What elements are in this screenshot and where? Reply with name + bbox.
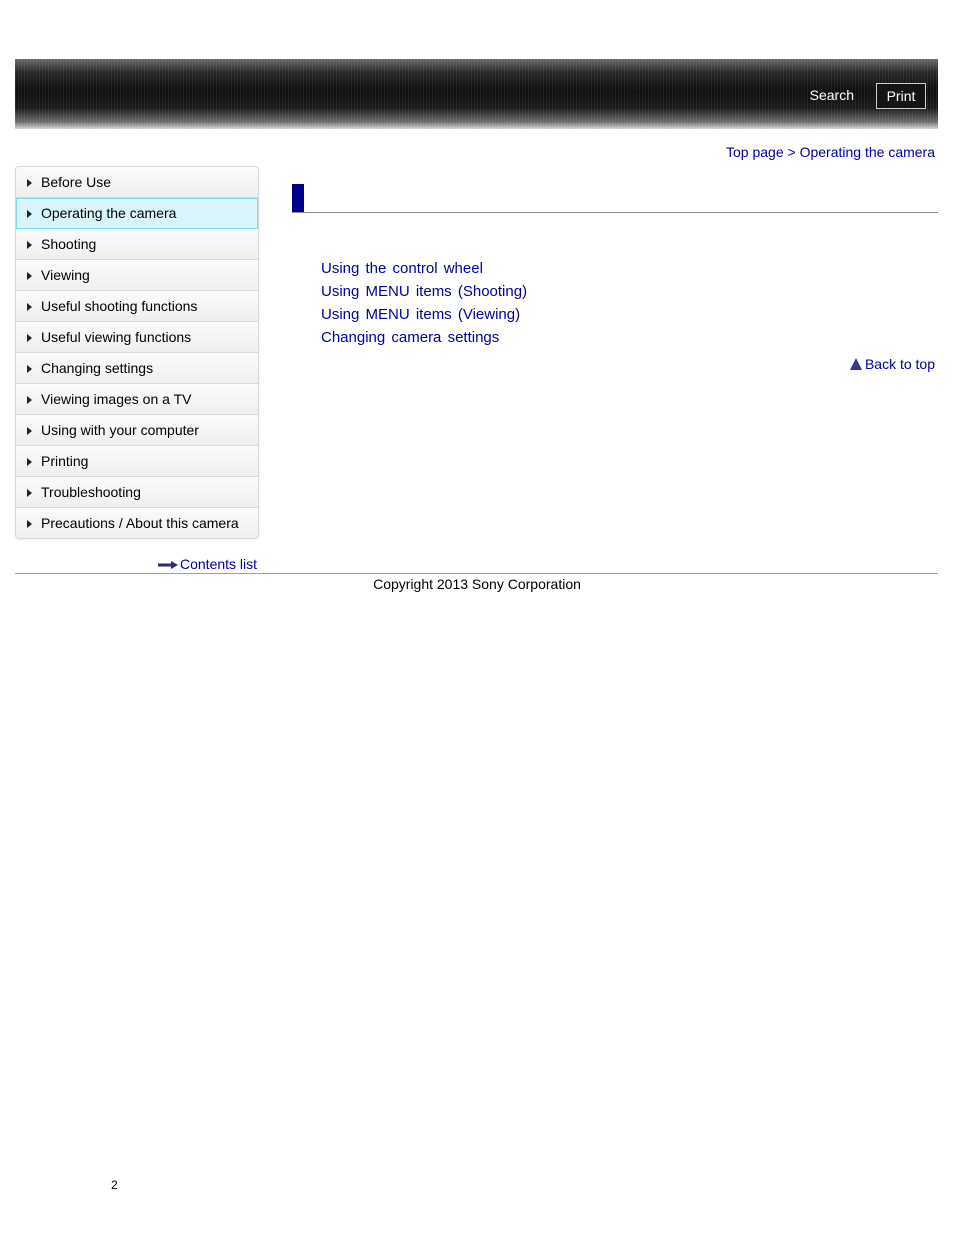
list-item (321, 303, 527, 326)
breadcrumb (726, 144, 935, 160)
sidebar-item-changing-settings[interactable] (16, 353, 258, 384)
sidebar-item-label: Operating the camera (41, 205, 177, 221)
contents-list-label: Contents list (180, 556, 258, 572)
triangle-right-icon (27, 520, 32, 528)
triangle-right-icon (27, 241, 32, 249)
triangle-right-icon (27, 365, 32, 373)
triangle-right-icon (27, 396, 32, 404)
triangle-right-icon (27, 179, 32, 187)
sidebar-item-label: Useful shooting functions (41, 298, 198, 314)
triangle-right-icon (27, 334, 32, 342)
sidebar-item-using-with-computer[interactable] (16, 415, 258, 446)
sidebar-item-operating-the-camera[interactable] (16, 198, 258, 229)
sidebar-item-useful-viewing-functions[interactable] (16, 322, 258, 353)
sidebar-item-printing[interactable] (16, 446, 258, 477)
triangle-right-icon (27, 427, 32, 435)
topic-link-list (321, 257, 527, 349)
sidebar-item-label: Useful viewing functions (41, 329, 192, 345)
link-changing-camera-settings[interactable]: Changing camera settings (321, 329, 500, 346)
triangle-right-icon (27, 489, 32, 497)
page-number: 2 (111, 1178, 118, 1192)
arrow-right-icon (158, 561, 178, 569)
sidebar-item-label: Using with your computer (41, 422, 199, 438)
sidebar-item-shooting[interactable] (16, 229, 258, 260)
sidebar-item-label: Changing settings (41, 360, 154, 376)
sidebar-nav (15, 166, 259, 539)
sidebar-item-viewing[interactable] (16, 260, 258, 291)
triangle-right-icon (27, 303, 32, 311)
breadcrumb-separator: > (787, 144, 796, 160)
heading-accent-bar (292, 184, 304, 212)
triangle-up-icon (850, 358, 862, 370)
copyright-text: Copyright 2013 Sony Corporation (373, 576, 581, 592)
triangle-right-icon (27, 272, 32, 280)
list-item (321, 257, 527, 280)
sidebar-item-label: Before Use (41, 174, 112, 190)
link-menu-items-shooting[interactable]: Using MENU items (Shooting) (321, 283, 528, 300)
link-menu-items-viewing[interactable]: Using MENU items (Viewing) (321, 306, 521, 323)
sidebar-item-troubleshooting[interactable] (16, 477, 258, 508)
contents-list-link[interactable] (158, 556, 257, 572)
list-item (321, 326, 527, 349)
sidebar-item-precautions[interactable] (16, 508, 258, 538)
sidebar-item-viewing-images-on-tv[interactable] (16, 384, 258, 415)
link-using-control-wheel[interactable]: Using the control wheel (321, 260, 483, 277)
sidebar-item-label: Precautions / About this camera (41, 515, 239, 531)
sidebar-item-label: Troubleshooting (41, 484, 141, 500)
back-to-top-label: Back to top (864, 356, 935, 372)
sidebar-item-label: Viewing images on a TV (41, 391, 192, 407)
breadcrumb-top-page-link[interactable]: Top page (726, 144, 784, 160)
list-item (321, 280, 527, 303)
back-to-top-link[interactable] (850, 356, 935, 372)
page-heading (292, 184, 938, 213)
sidebar-item-label: Viewing (41, 267, 90, 283)
sidebar-item-label: Printing (41, 453, 89, 469)
triangle-right-icon (27, 458, 32, 466)
search-link[interactable]: Search (809, 87, 854, 103)
header-bar (15, 59, 938, 129)
sidebar-item-useful-shooting-functions[interactable] (16, 291, 258, 322)
breadcrumb-current-link[interactable]: Operating the camera (799, 144, 935, 160)
footer-divider (15, 573, 938, 574)
sidebar-item-label: Shooting (41, 236, 97, 252)
sidebar-item-before-use[interactable] (16, 167, 258, 198)
triangle-right-icon (27, 210, 32, 218)
print-button[interactable]: Print (876, 83, 926, 109)
